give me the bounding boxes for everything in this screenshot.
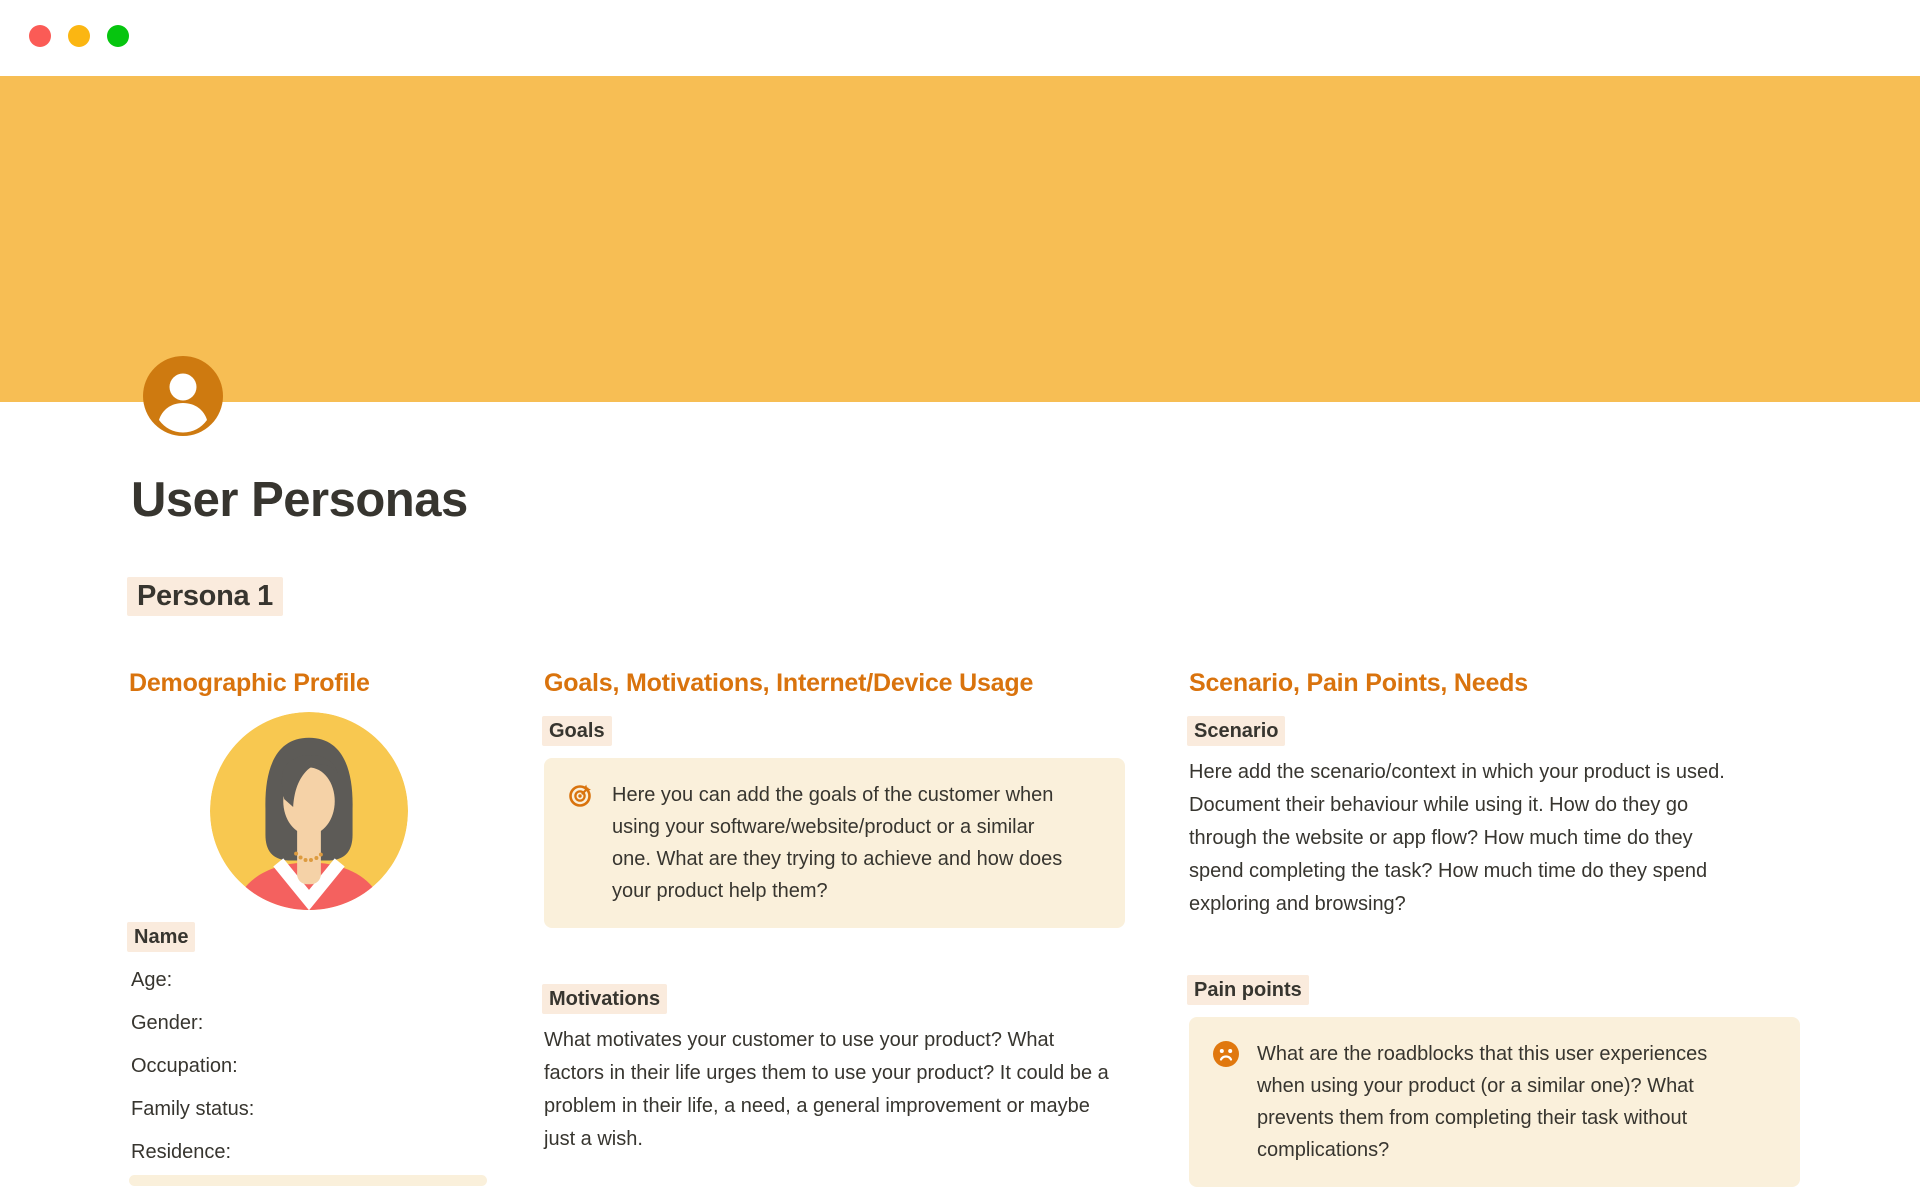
goals-label: Goals [542, 716, 612, 746]
name-label-row [129, 922, 488, 952]
column-demographic [129, 666, 488, 1186]
window-titlebar [0, 0, 1920, 76]
sad-face-icon [1213, 1041, 1239, 1067]
cropped-callout-strip[interactable] [129, 1175, 487, 1186]
field-family-status[interactable]: Family status: [131, 1098, 255, 1120]
woman-avatar-illustration [210, 712, 408, 910]
person-icon[interactable] [143, 356, 223, 436]
column-scenario-painpoints [1189, 666, 1800, 1187]
motivations-text: What motivates your customer to use your product? What factors in their life urges them to use your product? It could be a problem in their life, a need, a general improvement or maybe just a wish. [544, 1029, 1109, 1150]
name-label: Name [127, 922, 195, 952]
persona-heading-row [127, 577, 283, 616]
person-icon-glyph [143, 356, 223, 436]
scenario-label-row [1189, 716, 1800, 746]
column-goals-motivations [544, 666, 1125, 1156]
page-title: User Personas [131, 473, 468, 527]
field-gender[interactable]: Gender: [131, 1012, 204, 1034]
heading-demographic-profile: Demographic Profile [129, 669, 370, 697]
motivations-label-row [544, 984, 1125, 1014]
pain-points-callout[interactable] [1189, 1017, 1800, 1187]
field-age[interactable]: Age: [131, 969, 173, 991]
persona-heading: Persona 1 [127, 577, 283, 616]
pain-points-label: Pain points [1187, 975, 1309, 1005]
scenario-text: Here add the scenario/context in which your product is used. Document their behaviour while using it. How do they go through the website or app flow? How much time do they spend completing the task? How much time do they spend exploring and browsing? [1189, 761, 1725, 915]
goals-callout[interactable] [544, 758, 1125, 928]
pain-points-callout-text: What are the roadblocks that this user experiences when using your product (or a similar one)? What prevents them from completing their task without complications? [1257, 1043, 1708, 1161]
heading-scenario-painpoints-needs: Scenario, Pain Points, Needs [1189, 669, 1528, 697]
heading-goals-motivations-usage: Goals, Motivations, Internet/Device Usage [544, 669, 1034, 697]
goals-callout-text: Here you can add the goals of the customer when using your software/website/product or a similar one. What are they trying to achieve and how does your product help them? [612, 784, 1063, 902]
goals-label-row [544, 716, 1125, 746]
field-residence[interactable]: Residence: [131, 1141, 232, 1163]
traffic-light-close-button[interactable] [29, 25, 51, 47]
scenario-label: Scenario [1187, 716, 1285, 746]
persona-photo[interactable] [129, 712, 488, 910]
target-icon [568, 782, 594, 808]
traffic-light-zoom-button[interactable] [107, 25, 129, 47]
motivations-label: Motivations [542, 984, 667, 1014]
field-occupation[interactable]: Occupation: [131, 1055, 238, 1077]
page-cover[interactable] [0, 76, 1920, 402]
traffic-light-minimize-button[interactable] [68, 25, 90, 47]
pain-points-label-row [1189, 975, 1800, 1005]
